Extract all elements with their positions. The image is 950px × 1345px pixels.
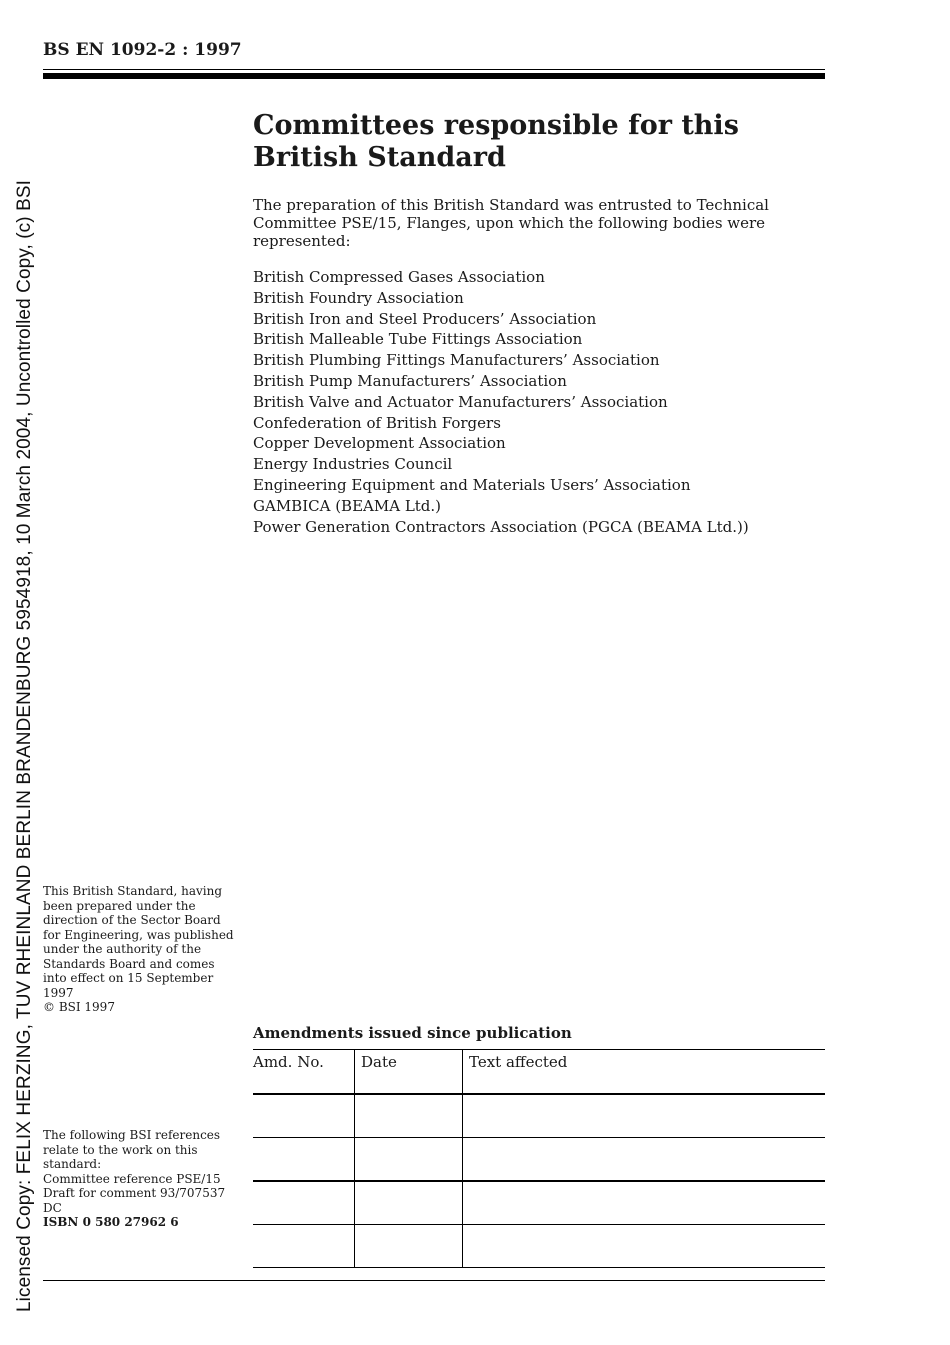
document-reference: BS EN 1092-2 : 1997 [43, 40, 242, 60]
draft-reference: Draft for comment 93/707537 DC [43, 1186, 226, 1215]
column-header-text-affected: Text affected [463, 1050, 826, 1095]
table-cell [253, 1181, 355, 1225]
list-item: Copper Development Association [253, 434, 506, 453]
header-rule-thin [43, 69, 825, 70]
license-watermark: Licensed Copy: FELIX HERZING, TUV RHEINLAND BERLIN BRANDENBURG 5954918, 10 March 2004, Uncontrolled Copy, (c) BSI [14, 179, 35, 1313]
list-item: GAMBICA (BEAMA Ltd.) [253, 496, 442, 515]
table-cell [355, 1181, 463, 1225]
table-cell [355, 1094, 463, 1138]
list-item: British Compressed Gases Association [253, 268, 545, 286]
title-line-2: British Standard [253, 142, 506, 173]
list-item: Power Generation Contractors Association (PGCA (BEAMA Ltd.)) [253, 517, 749, 536]
amendments-title: Amendments issued since publication [253, 1024, 572, 1042]
references-intro: The following BSI references relate to the work on this standard: [43, 1128, 221, 1171]
table-cell [463, 1138, 826, 1182]
list-item: British Pump Manufacturers’ Association [253, 371, 567, 390]
title-line-1: Committees responsible for this [253, 110, 739, 141]
list-item: Engineering Equipment and Materials Users’ Association [253, 475, 691, 494]
column-header-date: Date [355, 1050, 463, 1095]
isbn: ISBN 0 580 27962 6 [43, 1215, 179, 1229]
table-cell [463, 1225, 826, 1268]
list-item: British Malleable Tube Fittings Association [253, 330, 583, 349]
intro-paragraph: The preparation of this British Standard was entrusted to Technical Committee PSE/15, Flanges, upon which the following bodies were represented: [253, 196, 769, 250]
table-cell [355, 1225, 463, 1268]
table-cell [253, 1138, 355, 1182]
bsi-references [43, 1128, 238, 1215]
table-cell [253, 1225, 355, 1268]
list-item: British Foundry Association [253, 288, 464, 307]
table-row [253, 1225, 825, 1268]
header-rule-thick [43, 73, 825, 79]
table-cell [355, 1138, 463, 1182]
list-item: Confederation of British Forgers [253, 413, 501, 432]
footer-rule [43, 1280, 825, 1281]
table-cell [463, 1094, 826, 1138]
table-row [253, 1181, 825, 1225]
copyright-notice: © BSI 1997 [43, 1000, 115, 1014]
page-title [253, 110, 813, 174]
table-row [253, 1138, 825, 1182]
column-header-amd-no: Amd. No. [253, 1050, 355, 1095]
table-header-row [253, 1050, 825, 1095]
list-item: British Valve and Actuator Manufacturers’ Association [253, 392, 668, 411]
table-cell [253, 1094, 355, 1138]
committee-reference: Committee reference PSE/15 [43, 1171, 221, 1186]
list-item: British Iron and Steel Producers’ Association [253, 309, 597, 328]
represented-bodies-list [253, 267, 749, 537]
table-row [253, 1094, 825, 1138]
publication-note: This British Standard, having been prepared under the direction of the Sector Board for Engineering, was published under the authority of the Standards Board and comes into effect on 15 September 1997 [43, 884, 234, 1000]
list-item: Energy Industries Council [253, 455, 453, 474]
amendments-table [253, 1049, 825, 1268]
table-cell [463, 1181, 826, 1225]
list-item: British Plumbing Fittings Manufacturers’ Association [253, 351, 660, 370]
